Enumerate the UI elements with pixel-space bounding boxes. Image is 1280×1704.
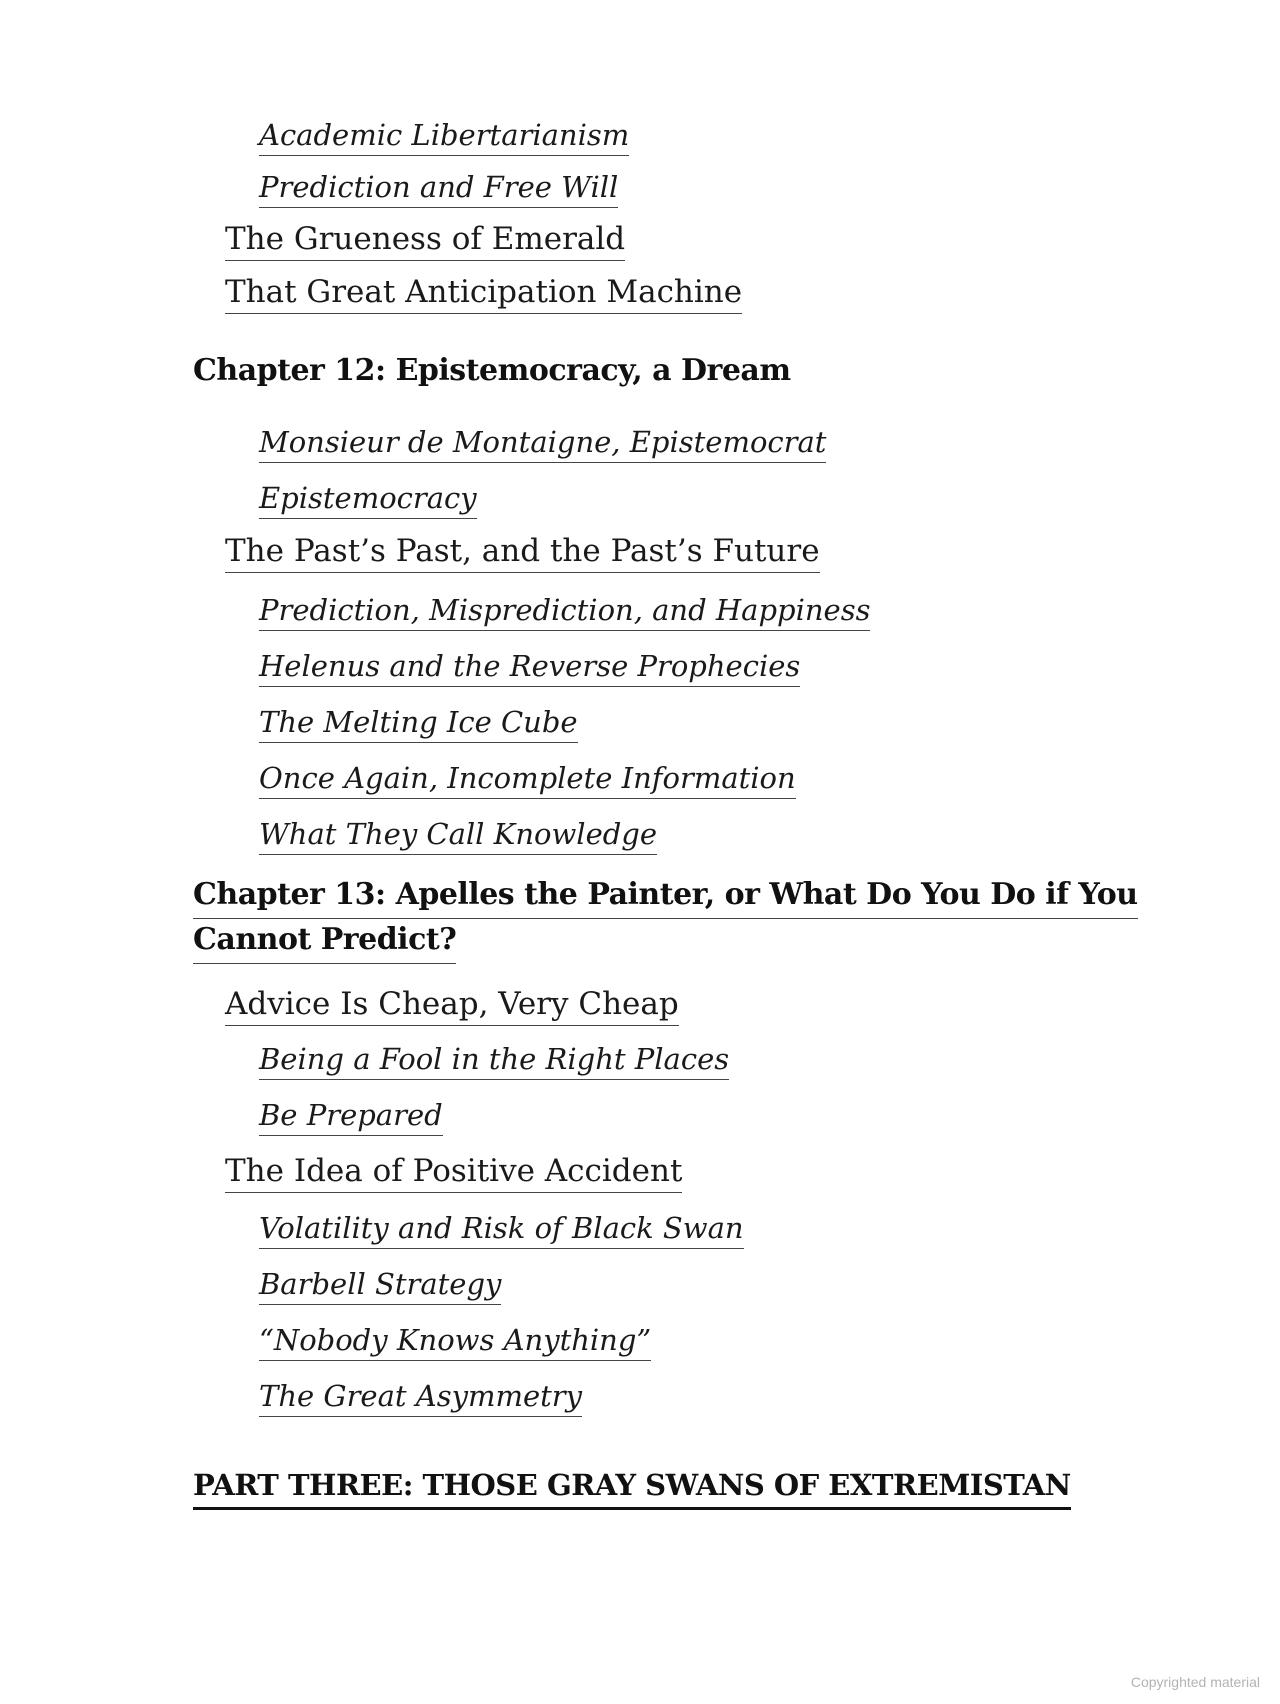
toc-entry-prediction-free-will[interactable] xyxy=(259,170,619,204)
toc-link[interactable]: Volatility and Risk of Black Swan xyxy=(259,1211,744,1249)
toc-entry-pasts-past[interactable] xyxy=(225,533,820,569)
toc-link[interactable]: Being a Fool in the Right Places xyxy=(259,1042,729,1080)
toc-entry-nobody-knows-anything[interactable] xyxy=(259,1323,652,1357)
copyright-notice: Copyrighted material xyxy=(1130,1674,1260,1690)
toc-link[interactable]: What They Call Knowledge xyxy=(259,817,657,855)
toc-entry-epistemocracy[interactable] xyxy=(259,481,477,515)
toc-link[interactable]: Once Again, Incomplete Information xyxy=(259,761,796,799)
part-three-link[interactable]: PART THREE: THOSE GRAY SWANS OF EXTREMISTAN xyxy=(193,1468,1071,1510)
toc-link[interactable]: That Great Anticipation Machine xyxy=(225,274,742,314)
toc-entry-be-prepared[interactable] xyxy=(259,1098,443,1132)
toc-link[interactable]: Academic Libertarianism xyxy=(259,118,629,156)
chapter-13-link-line-2[interactable]: Cannot Predict? xyxy=(193,919,456,964)
toc-link[interactable]: Prediction and Free Will xyxy=(259,170,618,208)
toc-link[interactable]: Prediction, Misprediction, and Happiness xyxy=(259,593,870,631)
toc-link[interactable]: Barbell Strategy xyxy=(259,1267,501,1305)
toc-entry-positive-accident[interactable] xyxy=(225,1153,683,1189)
toc-link[interactable]: Helenus and the Reverse Prophecies xyxy=(259,649,800,687)
toc-entry-advice-is-cheap[interactable] xyxy=(225,986,679,1022)
toc-link[interactable]: The Idea of Positive Accident xyxy=(225,1153,682,1193)
toc-entry-montaigne-epistemocrat[interactable] xyxy=(259,425,827,459)
toc-entry-prediction-misprediction[interactable] xyxy=(259,593,871,627)
toc-entry-fool-right-places[interactable] xyxy=(259,1042,730,1076)
toc-entry-great-asymmetry[interactable] xyxy=(259,1379,583,1413)
toc-link[interactable]: Advice Is Cheap, Very Cheap xyxy=(225,986,679,1026)
part-three-heading[interactable] xyxy=(193,1468,1071,1502)
chapter-12-heading: Chapter 12: Epistemocracy, a Dream xyxy=(193,353,791,388)
toc-link[interactable]: Monsieur de Montaigne, Epistemocrat xyxy=(259,425,826,463)
toc-entry-incomplete-information[interactable] xyxy=(259,761,796,795)
toc-entry-academic-libertarianism[interactable] xyxy=(259,118,630,152)
chapter-13-link-line-1[interactable]: Chapter 13: Apelles the Painter, or What Do You Do if You xyxy=(193,874,1138,919)
toc-entry-volatility-risk[interactable] xyxy=(259,1211,744,1245)
toc-entry-barbell-strategy[interactable] xyxy=(259,1267,502,1301)
toc-link[interactable]: The Past’s Past, and the Past’s Future xyxy=(225,533,820,573)
chapter-13-heading[interactable] xyxy=(193,874,1138,964)
toc-link[interactable]: “Nobody Knows Anything” xyxy=(259,1323,651,1361)
toc-entry-anticipation-machine[interactable] xyxy=(225,274,743,310)
toc-entry-melting-ice-cube[interactable] xyxy=(259,705,578,739)
toc-link[interactable]: The Melting Ice Cube xyxy=(259,705,578,743)
toc-entry-grueness-of-emerald[interactable] xyxy=(225,221,626,257)
toc-link[interactable]: Be Prepared xyxy=(259,1098,443,1136)
toc-entry-what-they-call-knowledge[interactable] xyxy=(259,817,658,851)
toc-link[interactable]: Epistemocracy xyxy=(259,481,477,519)
toc-link[interactable]: The Great Asymmetry xyxy=(259,1379,582,1417)
toc-link[interactable]: The Grueness of Emerald xyxy=(225,221,625,261)
toc-entry-helenus[interactable] xyxy=(259,649,801,683)
